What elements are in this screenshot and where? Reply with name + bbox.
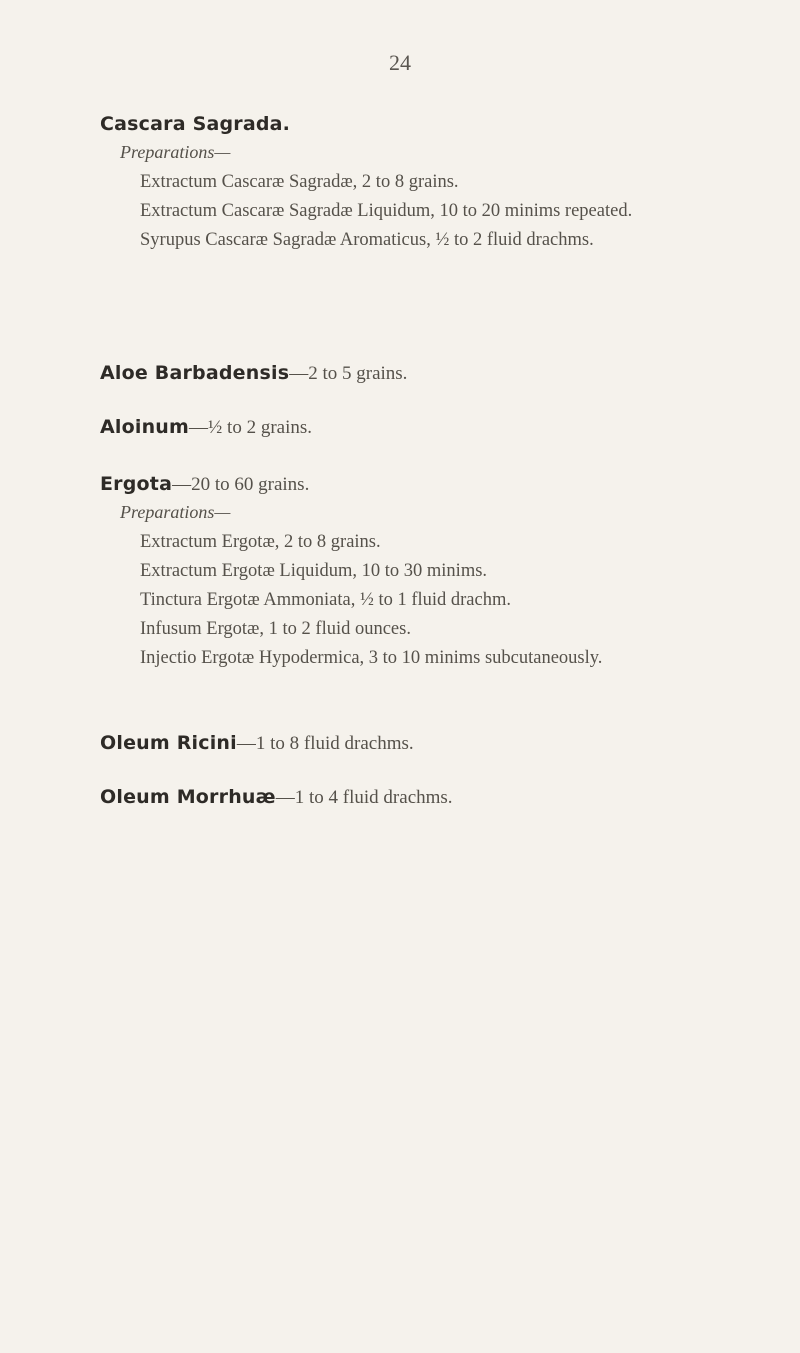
- entry-heading: Aloe Barbadensis: [100, 362, 290, 384]
- entry-dose: —½ to 2 grains.: [189, 417, 313, 438]
- preparation-item: Extractum Cascaræ Sagradæ Liquidum, 10 to 20 minims repeated.: [140, 201, 633, 221]
- entry-cascara-sagrada: [100, 113, 800, 253]
- entry-oleum-ricini: [100, 732, 800, 755]
- entry-oleum-morrhuae: [100, 786, 800, 809]
- entry-dose: —1 to 4 fluid drachms.: [275, 787, 453, 808]
- entry-heading: Cascara Sagrada.: [100, 113, 291, 135]
- entry-dose: —20 to 60 grains.: [172, 474, 310, 495]
- preparations-subheading: Preparations—: [120, 502, 231, 522]
- entry-dose: —1 to 8 fluid drachms.: [236, 733, 414, 754]
- entry-heading: Oleum Morrhuæ: [100, 786, 276, 808]
- preparations-subheading: Preparations—: [120, 142, 231, 162]
- entry-aloe-barbadensis: [100, 362, 800, 385]
- entry-heading: Ergota: [100, 473, 173, 495]
- entry-dose: —2 to 5 grains.: [289, 363, 408, 384]
- preparation-item: Syrupus Cascaræ Sagradæ Aromaticus, ½ to 2 fluid drachms.: [140, 230, 594, 250]
- preparation-item: Extractum Ergotæ Liquidum, 10 to 30 minims.: [140, 561, 488, 581]
- entry-heading: Oleum Ricini: [100, 732, 237, 754]
- entry-aloinum: [100, 416, 800, 439]
- preparation-item: Extractum Cascaræ Sagradæ, 2 to 8 grains.: [140, 172, 459, 192]
- preparation-item: Extractum Ergotæ, 2 to 8 grains.: [140, 532, 381, 552]
- preparation-item: Tinctura Ergotæ Ammoniata, ½ to 1 fluid drachm.: [140, 590, 511, 610]
- entry-ergota: [100, 473, 800, 671]
- preparation-item: Injectio Ergotæ Hypodermica, 3 to 10 minims subcutaneously.: [140, 648, 603, 668]
- entry-heading: Aloinum: [100, 416, 190, 438]
- page-number: 24: [389, 50, 411, 75]
- preparation-item: Infusum Ergotæ, 1 to 2 fluid ounces.: [140, 619, 411, 639]
